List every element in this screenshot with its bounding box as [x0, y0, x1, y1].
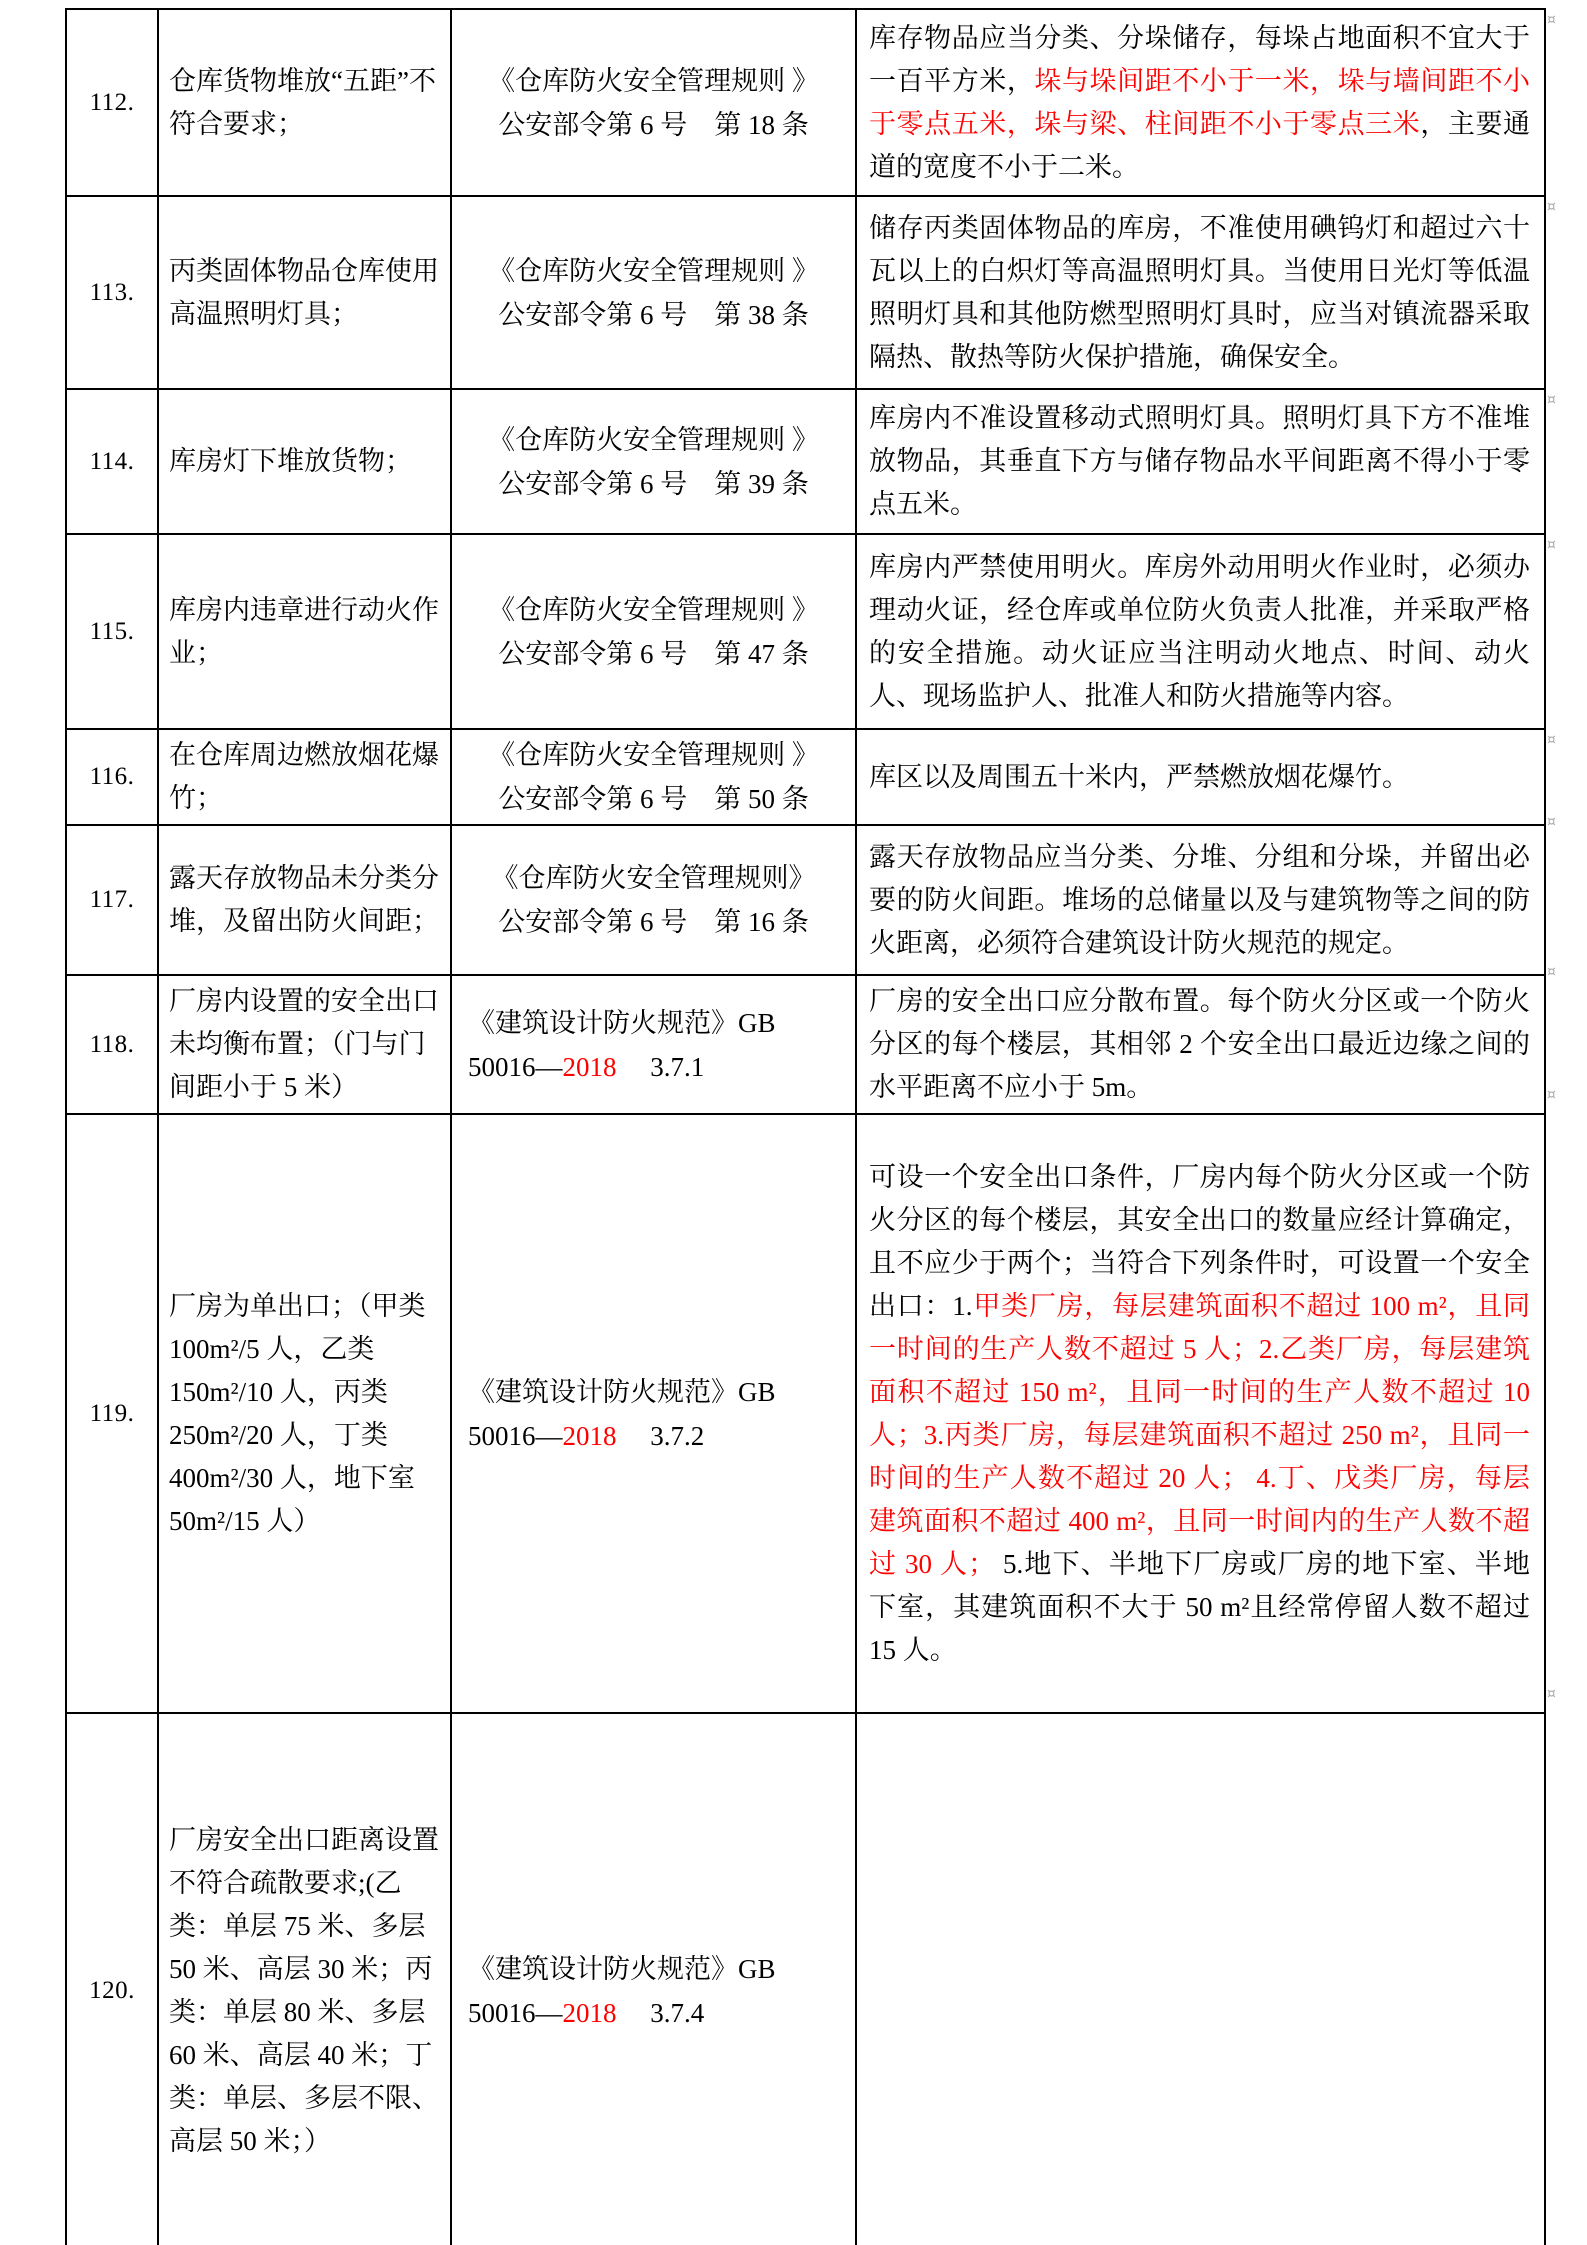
- reference-segment: 公安部令第 6 号 第 47 条: [498, 638, 809, 669]
- reference-line: [468, 1045, 849, 1089]
- reference-segment: 《建筑设计防火规范》GB: [468, 1007, 776, 1038]
- cell-end-mark: ¤: [1547, 392, 1556, 408]
- reference-line: [468, 1370, 849, 1414]
- issue-cell: 厂房为单出口；（甲类 100m²/5 人，乙类 150m²/10 人，丙类 250m²/20 人，丁类 400m²/30 人，地下室 50m²/15 人）: [158, 1114, 451, 1713]
- reference-segment: 3.7.2: [616, 1420, 705, 1451]
- reference-line: [458, 249, 849, 293]
- detail-cell: [856, 389, 1545, 534]
- issue-cell: 露天存放物品未分类分堆，及留出防火间距；: [158, 825, 451, 975]
- issue-cell: 库房灯下堆放货物；: [158, 389, 451, 534]
- reference-line: [458, 632, 849, 676]
- detail-segment: 库房内严禁使用明火。库房外动用明火作业时，必须办理动火证，经仓库或单位防火负责人批准，并采取严格的安全措施。动火证应当注明动火地点、时间、动火人、现场监护人、批准人和防火措施等内容。: [869, 551, 1530, 711]
- reference-segment: 50016—: [468, 1051, 563, 1082]
- reference-line: [458, 588, 849, 632]
- table-row: [66, 196, 1545, 389]
- issue-cell: 丙类固体物品仓库使用高温照明灯具；: [158, 196, 451, 389]
- cell-end-mark: ¤: [1547, 537, 1556, 553]
- reference-line: [468, 1991, 849, 2035]
- issue-cell: 仓库货物堆放“五距”不符合要求；: [158, 9, 451, 196]
- detail-segment: 库存物品应当分类、分垛储存，每垛占地面积不宜大于一百平方米，: [869, 22, 1530, 96]
- reference-cell: [451, 196, 856, 389]
- reference-line: [458, 418, 849, 462]
- reference-cell: [451, 9, 856, 196]
- detail-segment: 库房内不准设置移动式照明灯具。照明灯具下方不准堆放物品，其垂直下方与储存物品水平间距离不得小于零点五米。: [869, 403, 1530, 519]
- detail-cell: [856, 1713, 1545, 2245]
- cell-end-mark: ¤: [1547, 732, 1556, 748]
- table-row: [66, 1114, 1545, 1713]
- reference-line: [458, 733, 849, 777]
- detail-cell: [856, 975, 1545, 1114]
- reference-line: [458, 59, 849, 103]
- issue-cell: 厂房安全出口距离设置不符合疏散要求;(乙类：单层 75 米、多层 50 米、高层 30 米；丙类：单层 80 米、多层 60 米、高层 40 米；丁类：单层、多层不限、高层 50 米；）: [158, 1713, 451, 2245]
- reference-segment: 公安部令第 6 号 第 18 条: [498, 109, 809, 140]
- reference-cell: [451, 975, 856, 1114]
- detail-cell: [856, 1114, 1545, 1713]
- reference-segment: 50016—: [468, 1420, 563, 1451]
- row-number-cell: 118.: [66, 975, 158, 1114]
- issue-cell: 在仓库周边燃放烟花爆竹；: [158, 729, 451, 825]
- reference-cell: [451, 389, 856, 534]
- detail-segment: 露天存放物品应当分类、分堆、分组和分垛，并留出必要的防火间距。堆场的总储量以及与建筑物等之间的防火距离，必须符合建筑设计防火规范的规定。: [869, 841, 1530, 958]
- detail-segment: 5.地下、半地下厂房或厂房的地下室、半地下室，其建筑面积不大于 50 m²且经常停留人数不超过 15 人。: [869, 1548, 1530, 1665]
- reference-line: [458, 856, 849, 900]
- reference-segment: 《仓库防火安全管理规则 》: [488, 594, 819, 625]
- reference-line: [468, 1001, 849, 1045]
- table-row: [66, 534, 1545, 729]
- detail-cell: [856, 9, 1545, 196]
- table-row: [66, 9, 1545, 196]
- table-row: [66, 729, 1545, 825]
- regulation-table: [65, 8, 1546, 2245]
- reference-segment: 公安部令第 6 号 第 16 条: [498, 907, 809, 937]
- reference-cell: [451, 825, 856, 975]
- detail-segment: 库区以及周围五十米内，严禁燃放烟花爆竹。: [869, 761, 1409, 792]
- detail-segment: 储存丙类固体物品的库房，不准使用碘钨灯和超过六十瓦以上的白炽灯等高温照明灯具。当使用日光灯等低温照明灯具和其他防燃型照明灯具时，应当对镇流器采取隔热、散热等防火保护措施，确保安全。: [869, 212, 1530, 372]
- cell-end-mark: ¤: [1547, 199, 1556, 215]
- detail-segment: ，主要通道的宽度不小于二米。: [869, 108, 1531, 182]
- reference-segment: 2018: [562, 1420, 617, 1451]
- table-row: [66, 389, 1545, 534]
- row-number-cell: 114.: [66, 389, 158, 534]
- row-number-cell: 120.: [66, 1713, 158, 2245]
- row-number-cell: 115.: [66, 534, 158, 729]
- reference-segment: 《仓库防火安全管理规则 》: [488, 740, 819, 770]
- reference-segment: 3.7.1: [616, 1051, 705, 1082]
- reference-cell: [451, 1114, 856, 1713]
- detail-segment: 厂房的安全出口应分散布置。每个防火分区或一个防火分区的每个楼层，其相邻 2 个安全出口最近边缘之间的水平距离不应小于 5m。: [869, 986, 1530, 1102]
- reference-segment: 公安部令第 6 号 第 50 条: [498, 784, 809, 814]
- detail-segment: 垛与垛间距不小于一米，垛与墙间距不小于零点五米，垛与梁、柱间距不小于零点三米: [869, 65, 1531, 139]
- cell-end-mark: ¤: [1547, 1686, 1556, 1702]
- reference-line: [468, 1414, 849, 1458]
- row-number-cell: 113.: [66, 196, 158, 389]
- reference-line: [458, 462, 849, 506]
- row-number-cell: 116.: [66, 729, 158, 825]
- reference-segment: 3.7.4: [616, 1998, 705, 2028]
- row-number-cell: 117.: [66, 825, 158, 975]
- issue-cell: 厂房内设置的安全出口未均衡布置；（门与门间距小于 5 米）: [158, 975, 451, 1114]
- reference-line: [458, 900, 849, 944]
- reference-line: [458, 293, 849, 337]
- row-number-cell: 112.: [66, 9, 158, 196]
- cell-end-mark: ¤: [1547, 964, 1556, 980]
- table-row: [66, 1713, 1545, 2245]
- reference-cell: [451, 729, 856, 825]
- reference-segment: 《建筑设计防火规范》GB: [468, 1376, 776, 1407]
- reference-segment: 50016—: [468, 1998, 563, 2028]
- cell-end-mark: ¤: [1547, 814, 1556, 830]
- detail-segment: 可设一个安全出口条件，厂房内每个防火分区或一个防火分区的每个楼层，其安全出口的数量应经计算确定，且不应少于两个；当符合下列条件时，可设置一个安全出口：1.: [869, 1161, 1530, 1321]
- detail-cell: [856, 729, 1545, 825]
- cell-end-mark: ¤: [1547, 12, 1556, 28]
- reference-segment: 公安部令第 6 号 第 38 条: [498, 299, 809, 330]
- reference-line: [468, 1947, 849, 1991]
- reference-segment: 《仓库防火安全管理规则 》: [488, 65, 819, 96]
- reference-segment: 《建筑设计防火规范》GB: [468, 1954, 776, 1984]
- detail-segment: 甲类厂房，每层建筑面积不超过 100 m²，且同一时间的生产人数不超过 5 人；2.乙类厂房，每层建筑面积不超过 150 m²，且同一时间的生产人数不超过 10 人；3.丙类厂房，每层建筑面积不超过 250 m²，且同一时间的生产人数不超过 20 人； 4.丁、戊类厂房，每层建筑面积不超过 400 m²，且同一时间内的生产人数不超过 30 人；: [869, 1290, 1530, 1579]
- issue-cell: 库房内违章进行动火作业；: [158, 534, 451, 729]
- reference-segment: 公安部令第 6 号 第 39 条: [498, 468, 809, 499]
- detail-cell: [856, 534, 1545, 729]
- table-row: [66, 825, 1545, 975]
- reference-segment: 2018: [562, 1998, 617, 2028]
- table-row: [66, 975, 1545, 1114]
- detail-cell: [856, 196, 1545, 389]
- reference-cell: [451, 1713, 856, 2245]
- row-number-cell: 119.: [66, 1114, 158, 1713]
- reference-segment: 2018: [562, 1051, 617, 1082]
- reference-line: [458, 777, 849, 821]
- cell-end-mark: ¤: [1547, 1087, 1556, 1103]
- reference-segment: 《仓库防火安全管理规则 》: [488, 255, 819, 286]
- reference-line: [458, 103, 849, 147]
- reference-cell: [451, 534, 856, 729]
- reference-segment: 《仓库防火安全管理规则 》: [488, 424, 819, 455]
- reference-segment: 《仓库防火安全管理规则》: [491, 863, 816, 893]
- detail-cell: [856, 825, 1545, 975]
